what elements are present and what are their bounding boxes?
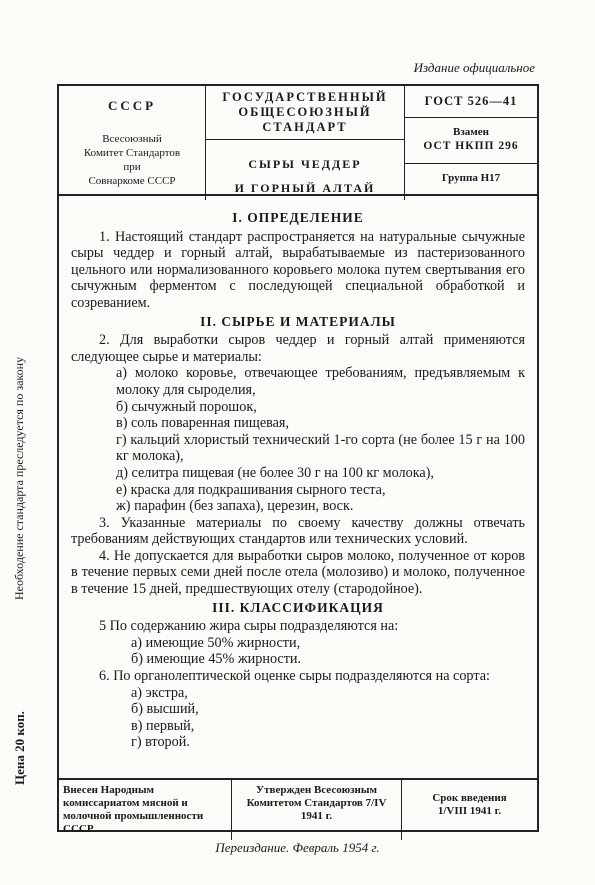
list-item: б) сычужный порошок, <box>116 398 257 415</box>
committee-line: Всесоюзный <box>102 133 162 145</box>
content <box>71 208 525 751</box>
paragraph: 3. Указанные материалы по своему качеству должны отвечать требованиям действующих стандартов или технических условий. <box>71 514 525 548</box>
section-title: II. СЫРЬЕ И МАТЕРИАЛЫ <box>200 313 396 329</box>
list-item: б) имеющие 45% жирности. <box>131 651 302 668</box>
footer-table <box>57 778 539 835</box>
committee-line: при <box>123 161 141 173</box>
list-item: а) молоко коровье, отвечающее требованиям, предъявляемым к молоку для сыроделия, <box>116 365 525 398</box>
list-item: д) селитра пищевая (не более 30 г на 100 кг молока), <box>116 464 434 481</box>
paragraph: 4. Не допускается для выработки сыров молоко, полученное от коров в течение первых семи дней после отела (молозиво) и молоко, полученное в течение 15 дней, предшествующих отелу (стародойное). <box>71 547 525 598</box>
group-label: Группа Н17 <box>405 163 537 184</box>
standard-title <box>206 152 404 200</box>
committee-line: Комитет Стандартов <box>83 147 181 159</box>
paragraph: 1. Настоящий стандарт распространяется на натуральные сычужные сыры чеддер и горный алтай, вырабатываемые из пастеризованного цельного или нормализованного коровьего молока путем свертывания его сычужным ферментом с последующей специальной обработкой и созреванием. <box>71 228 525 311</box>
instead-label: Взамен <box>453 126 489 138</box>
issuer-cell <box>59 86 206 200</box>
gost-number: ГОСТ 526—41 <box>405 86 537 118</box>
list-item: а) экстра, <box>131 684 188 701</box>
title-cell <box>206 86 405 200</box>
list-item: г) кальций хлористый технический 1-го сорта (не более 15 г на 100 кг молока), <box>116 431 525 465</box>
list-item: а) имеющие 50% жирности, <box>131 634 301 651</box>
list-item: г) второй. <box>131 734 190 751</box>
paragraph: 2. Для выработки сыров чеддер и горный алтай применяются следующее сырье и материалы: <box>71 332 525 365</box>
standard-title-line: СЫРЫ ЧЕДДЕР <box>248 157 362 171</box>
list-item: ж) парафин (без запаха), церезин, воск. <box>116 498 354 515</box>
gos-title-line: ГОСУДАРСТВЕННЫЙ <box>222 90 388 104</box>
effective-date: 1/VIII 1941 г. <box>437 805 502 817</box>
gos-standard-title <box>206 86 404 140</box>
paragraph: 6. По органолептической оценке сыры подразделяются на сорта: <box>99 668 490 685</box>
legal-notice: Необходение стандарта преследуется по закону <box>12 356 26 600</box>
document-body <box>57 196 539 778</box>
introduced-by: Внесен Народным комиссариатом мясной и молочной промышленности СССР <box>59 780 232 840</box>
effective-date-cell <box>402 780 537 840</box>
standard-title-line: И ГОРНЫЙ АЛТАЙ <box>234 181 376 195</box>
gos-title-line: ОБЩЕСОЮЗНЫЙ СТАНДАРТ <box>238 105 372 134</box>
approved-by: Утвержден Всесоюзным Комитетом Стандартов 7/IV 1941 г. <box>232 780 402 840</box>
paragraph: 5 По содержанию жира сыры подразделяются на: <box>99 618 399 635</box>
list-item: в) первый, <box>131 717 195 734</box>
edition-label: Издание официальное <box>413 60 535 75</box>
ost-number: ОСТ НКПП 296 <box>423 140 519 152</box>
header-table <box>57 84 539 196</box>
list-item: б) высший, <box>131 701 199 718</box>
reprint-label: Переиздание. Февраль 1954 г. <box>215 840 380 855</box>
number-cell <box>405 86 537 200</box>
section-title: III. КЛАССИФИКАЦИЯ <box>212 599 384 615</box>
committee-line: Совнаркоме СССР <box>88 175 176 187</box>
committee-name <box>59 132 205 188</box>
list-item: е) краска для подкрашивания сырного теста, <box>116 481 386 498</box>
section-title: I. ОПРЕДЕЛЕНИЕ <box>232 210 364 225</box>
effective-label: Срок введения <box>432 792 507 804</box>
list-item: в) соль поваренная пищевая, <box>116 415 289 432</box>
price-label: Цена 20 коп. <box>12 711 27 785</box>
ussr-label: СССР <box>107 98 157 113</box>
